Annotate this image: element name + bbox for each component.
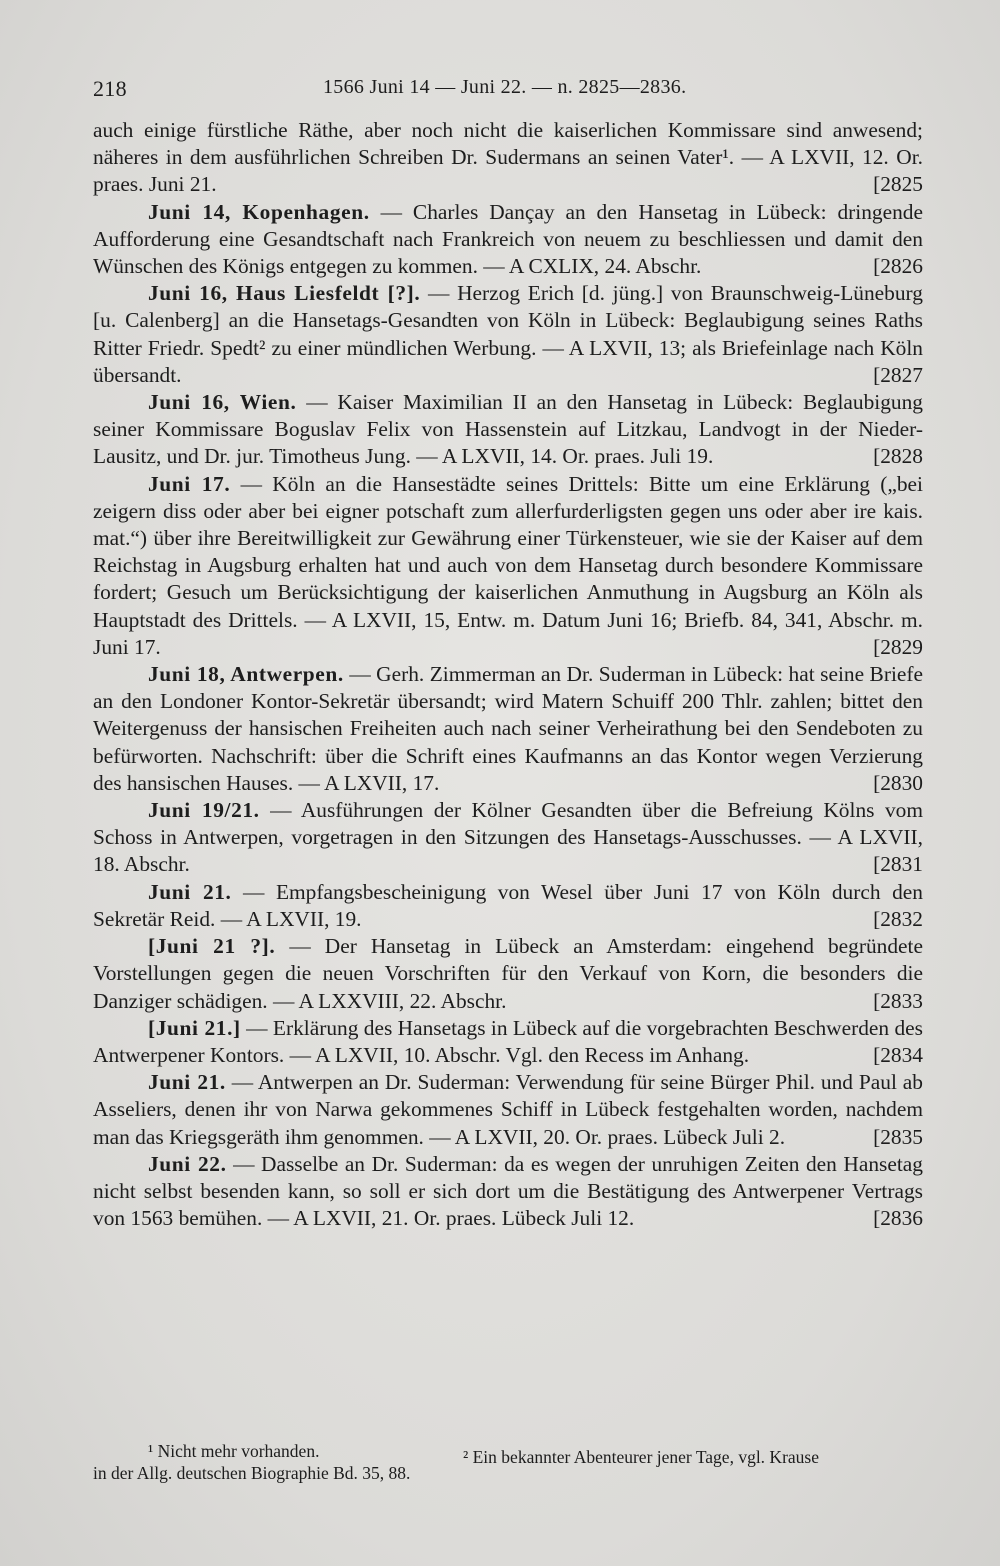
entry-number: [2826 <box>873 254 923 279</box>
page-header <box>93 72 923 102</box>
entry-text: — Charles Dançay an den Hansetag in Lübeck: dringende Aufforderung eine Gesandtschaft nach Frankreich von neuem zu beschliessen und damit den Wünschen des Königs entgegen zu kommen. — A CXLIX, 24. Abschr. <box>93 199 923 279</box>
page-number: 218 <box>93 76 127 101</box>
entry-2827 <box>93 280 923 389</box>
running-title: 1566 Juni 14 — Juni 22. — n. 2825—2836. <box>323 76 687 98</box>
entry-date: Juni 16, Wien. <box>148 390 297 415</box>
entry-2833 <box>93 933 923 1015</box>
entry-number: [2829 <box>873 634 923 659</box>
entry-date: Juni 18, Antwerpen. <box>148 662 344 687</box>
entry-text: — Der Hansetag in Lübeck an Amsterdam: eingehend begründete Vorstellungen gegen die neuen Vorschriften für den Verkauf von Korn, die besonders die Danziger schädigen. — A LXXVIII, 22. Abschr. <box>93 934 923 1013</box>
entry-text: — Dasselbe an Dr. Suderman: da es wegen der unruhigen Zeiten den Hansetag nicht selbst besenden kann, so soll er sich dort um die Bestätigung des Antwerpener Vertrags von 1563 bemühen. — A LXVII, 21. Or. praes. Lübeck Juli 12. <box>93 1151 923 1231</box>
entry-number: [2825 <box>873 172 923 197</box>
entry-2829 <box>93 471 923 661</box>
entry-date: Juni 17. <box>148 471 231 496</box>
entry-text: — Antwerpen an Dr. Suderman: Verwendung für seine Bürger Phil. und Paul ab Asseliers, denen ihr von Narwa gekommenes Schiff in Lübeck festgehalten worden, nachdem man das Kriegsgeräth ihm genommen. — A LXVII, 20. Or. praes. Lübeck Juli 2. <box>93 1070 923 1149</box>
entry-date: Juni 16, Haus Liesfeldt [?]. <box>148 281 421 306</box>
entry-date: [Juni 21.] <box>148 1015 241 1040</box>
entry-2828 <box>93 389 923 471</box>
entry-text: — Herzog Erich [d. jüng.] von Braunschweig-Lüneburg [u. Calenberg] an die Hansetags-Gesandten von Köln in Lübeck: Beglaubigung seines Raths Ritter Friedr. Spedt² zu einer mündlichen Werbung. — A LXVII, 13; als Briefeinlage nach Köln übersandt. <box>93 281 923 387</box>
entry-2831 <box>93 797 923 879</box>
entry-text: — Ausführungen der Kölner Gesandten über die Befreiung Kölns vom Schoss in Antwerpen, vorgetragen in den Sitzungen des Hansetags-Ausschusses. — A LXVII, 18. Abschr. <box>93 798 923 877</box>
entry-text: — Köln an die Hansestädte seines Drittels: Bitte um eine Erklärung („bei zeigern diss oder aber bei eigner potschaft zum allerfurderligsten gegen uns oder aber ire kais. mat.“) über ihre Bereitwilligkeit zur Gewährung einer Türkensteuer, wie sie der Kaiser auf dem Reichstag in Augsburg erhalten hat und auch von dem Hansetag durch besondere Kommissare fordert; Gesuch um Berücksichtigung der kaiserlichen Anmuthung in Augsburg an Köln als Hauptstadt des Drittels. — A LXVII, 15, Entw. m. Datum Juni 16; Briefb. 84, 341, Abschr. m. Juni 17. <box>93 471 923 659</box>
entry-date: [Juni 21 ?]. <box>148 934 276 959</box>
entry-2835 <box>93 1069 923 1151</box>
entry-text: — Kaiser Maximilian II an den Hansetag in Lübeck: Beglaubigung seiner Kommissare Boguslav Felix von Hassenstein auf Litzkau, Landvogt in der Nieder-Lausitz, und Dr. jur. Timotheus Jung. — A LXVII, 14. Or. praes. Juli 19. <box>93 390 923 469</box>
footnote-2-continued: in der Allg. deutschen Biographie Bd. 35, 88. <box>93 1463 411 1483</box>
entry-2834 <box>93 1015 923 1069</box>
entry-date: Juni 21. <box>148 879 232 904</box>
entry-date: Juni 19/21. <box>148 798 260 823</box>
entry-number: [2832 <box>873 906 923 931</box>
entry-2826 <box>93 199 923 281</box>
entry-number: [2834 <box>873 1042 923 1067</box>
entry-number: [2833 <box>873 988 923 1013</box>
entry-date: Juni 22. <box>148 1151 227 1176</box>
entry-date: Juni 14, Kopenhagen. <box>148 199 370 224</box>
entry-date: Juni 21. <box>148 1070 226 1095</box>
entry-number: [2836 <box>873 1206 923 1231</box>
entry-number: [2827 <box>873 362 923 387</box>
entry-number: [2828 <box>873 444 923 469</box>
document-body <box>93 117 923 1232</box>
footnote-2: ² Ein bekannter Abenteurer jener Tage, vgl. Krause <box>463 1447 819 1467</box>
footnote-1: ¹ Nicht mehr vorhanden. <box>148 1441 320 1461</box>
entry-text: — Erklärung des Hansetags in Lübeck auf die vorgebrachten Beschwerden des Antwerpener Kontors. — A LXVII, 10. Abschr. Vgl. den Recess im Anhang. <box>93 1015 923 1067</box>
entry-2836 <box>93 1151 923 1233</box>
entry-text: — Gerh. Zimmerman an Dr. Suderman in Lübeck: hat seine Briefe an den Londoner Kontor-Sekretär übersandt; wird Matern Schuiff 200 Thlr. zahlen; bittet den Weitergenuss der hansischen Freiheiten auch nach seiner Verheirathung bei den Sendeboten zu befürworten. Nachschrift: über die Schrift eines Kaufmanns an das Kontor wegen Verzierung des hansischen Hauses. — A LXVII, 17. <box>93 662 923 795</box>
entry-text: auch einige fürstliche Räthe, aber noch nicht die kaiserlichen Kommissare sind anwesend; näheres in dem ausführlichen Schreiben Dr. Sudermans an seinen Vater¹. — A LXVII, 12. Or. praes. Juni 21. <box>93 118 923 197</box>
entry-number: [2831 <box>873 852 923 877</box>
entry-2830 <box>93 661 923 797</box>
entry-2825 <box>93 117 923 199</box>
entry-number: [2830 <box>873 770 923 795</box>
entry-number: [2835 <box>873 1124 923 1149</box>
entry-2832 <box>93 879 923 933</box>
entry-text: — Empfangsbescheinigung von Wesel über Juni 17 von Köln durch den Sekretär Reid. — A LXVII, 19. <box>93 879 923 931</box>
